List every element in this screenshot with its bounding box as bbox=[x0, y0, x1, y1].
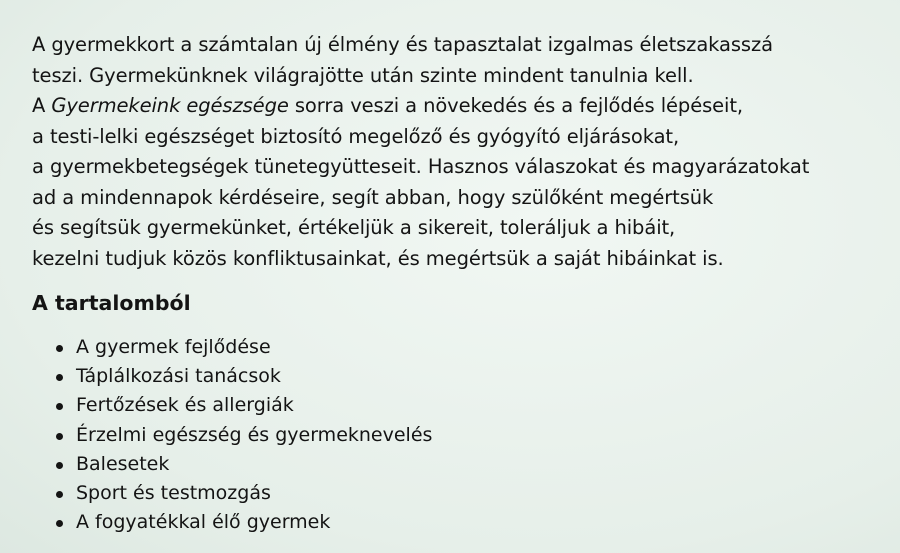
bullet-icon bbox=[56, 403, 63, 410]
bullet-icon bbox=[56, 491, 63, 498]
intro-line-suffix: sorra veszi a növekedés és a fejlődés lépéseit, bbox=[288, 94, 744, 117]
contents-item bbox=[56, 479, 432, 508]
contents-item-label: A gyermek fejlődése bbox=[76, 336, 271, 358]
bullet-icon bbox=[56, 345, 63, 352]
contents-item-label: Táplálkozási tanácsok bbox=[76, 365, 281, 388]
intro-line: és segítsük gyermekünket, értékeljük a sikereit, toleráljuk a hibáit, bbox=[32, 216, 676, 239]
contents-list bbox=[56, 333, 432, 537]
contents-item bbox=[56, 421, 432, 450]
contents-item-label: Sport és testmozgás bbox=[76, 482, 271, 505]
intro-line: ad a mindennapok kérdéseire, segít abban, hogy szülőként megértsük bbox=[32, 185, 714, 209]
contents-item-label: A fogyatékkal élő gyermek bbox=[76, 511, 331, 534]
intro-line: teszi. Gyermekünknek világrajötte után szinte mindent tanulnia kell. bbox=[32, 63, 694, 87]
book-title-reference: Gyermekeink egészsége bbox=[51, 94, 289, 117]
intro-line: a gyermekbetegségek tünetegyütteseit. Hasznos válaszokat és magyarázatokat bbox=[32, 155, 810, 178]
bullet-icon bbox=[56, 374, 63, 381]
contents-item-label: Balesetek bbox=[76, 452, 170, 475]
intro-line: a testi-lelki egészséget biztosító megelőző és gyógyító eljárásokat, bbox=[32, 124, 680, 148]
intro-line: kezelni tudjuk közös konfliktusainkat, és megértsük a saját hibáinkat is. bbox=[32, 246, 724, 270]
contents-item bbox=[56, 508, 432, 537]
intro-paragraph bbox=[32, 30, 882, 274]
contents-item-label: Érzelmi egészség és gyermeknevelés bbox=[76, 423, 433, 446]
contents-item bbox=[56, 333, 432, 362]
bullet-icon bbox=[56, 462, 63, 469]
contents-item-label: Fertőzések és allergiák bbox=[76, 394, 294, 417]
intro-line-prefix: A bbox=[32, 94, 52, 117]
bullet-icon bbox=[56, 433, 63, 440]
contents-item bbox=[56, 391, 432, 420]
bullet-icon bbox=[56, 520, 63, 527]
contents-heading: A tartalomból bbox=[32, 291, 191, 315]
contents-item bbox=[56, 450, 432, 479]
contents-item bbox=[56, 362, 432, 391]
intro-line bbox=[32, 91, 882, 122]
intro-line: A gyermekkort a számtalan új élmény és tapasztalat izgalmas életszakasszá bbox=[32, 33, 773, 56]
